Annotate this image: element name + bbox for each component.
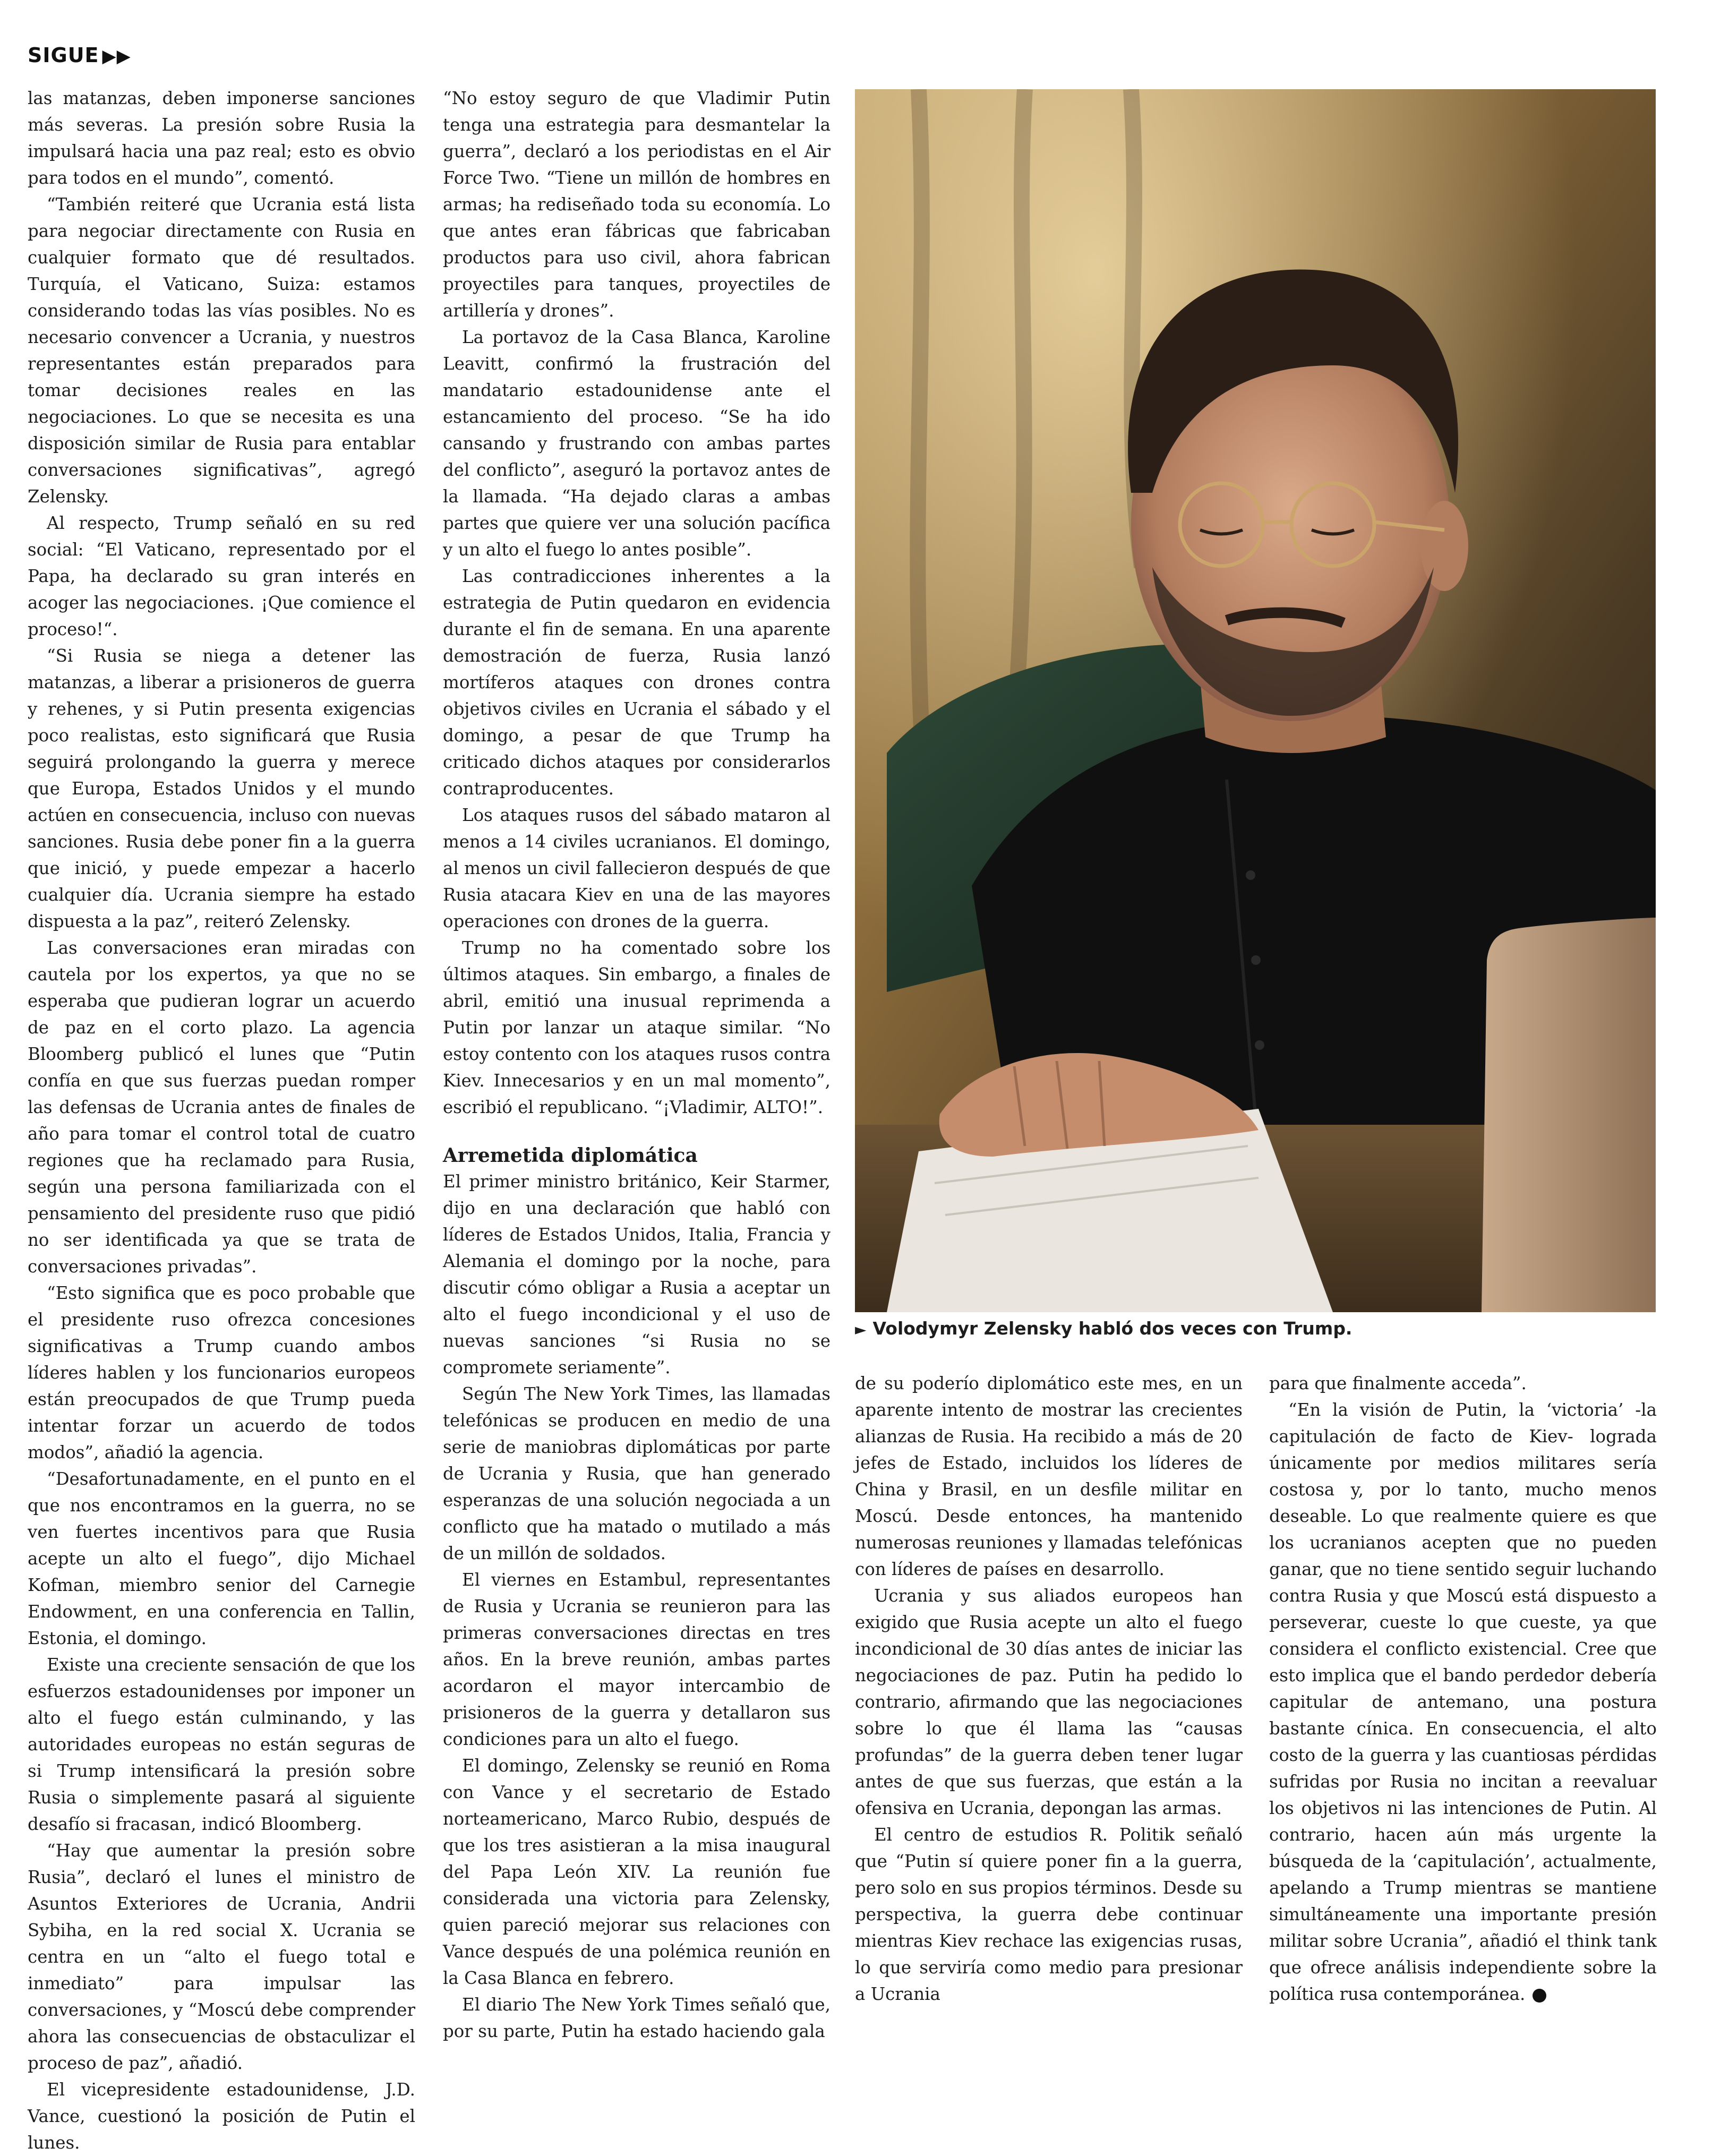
paragraph: Los ataques rusos del sábado mataron al menos a 14 civiles ucranianos. El domingo, al menos un civil fallecieron después de que Rusia atacara Kiev en una de las mayores operaciones con drones de la guerra.	[443, 805, 831, 931]
paragraph: Ucrania y sus aliados europeos han exigido que Rusia acepte un alto el fuego incondicional de 30 días antes de iniciar las negociaciones de paz. Putin ha pedido lo contrario, afirmando que las negociaciones sobre lo que él llama las “causas profundas” de la guerra deben tener lugar antes de que sus fuerzas, que están a la ofensiva en Ucrania, depongan las armas.	[855, 1586, 1243, 1818]
article-column-1	[28, 85, 415, 2156]
paragraph: Trump no ha comentado sobre los últimos ataques. Sin embargo, a finales de abril, emitió una inusual reprimenda a Putin por lanzar un ataque similar. “No estoy contento con los ataques rusos contra Kiev. Innecesarios y en un mal momento”, escribió el republicano. “¡Vladimir, ALTO!”.	[443, 938, 831, 1117]
zelensky-photo	[855, 89, 1656, 1312]
article-column-2	[443, 85, 831, 2044]
paragraph-text: “En la visión de Putin, la ‘victoria’ -la capitulación de facto de Kiev- lograda únicamente por medios militares sería costosa y, por lo tanto, mucho menos deseable. Lo que realmente quiere es que los ucranianos acepten que no pueden ganar, que no tiene sentido seguir luchando contra Rusia y que Moscú está dispuesto a perseverar, cueste lo que cueste, ya que considera el conflicto existencial. Cree que esto implica que el bando perdedor debería capitular de antemano, una postura bastante cínica. En consecuencia, el alto costo de la guerra y las cuantiosas pérdidas sufridas por Rusia no incitan a reevaluar los objetivos ni las intenciones de Putin. Al contrario, hacen aún más urgente la búsqueda de la ‘capitulación’, actualmente, apelando a Trump mientras se mantiene simultáneamente una importante presión militar sobre Ucrania”, añadió el think tank que ofrece análisis independiente sobre la política rusa contemporánea.	[1269, 1400, 1657, 2004]
photo-illustration	[855, 89, 1656, 1312]
paragraph: La portavoz de la Casa Blanca, Karoline Leavitt, confirmó la frustración del mandatario estadounidense ante el estancamiento del proceso. “Se ha ido cansando y frustrando con ambas partes del conflicto”, aseguró la portavoz antes de la llamada. “Ha dejado claras a ambas partes que quiere ver una solución pacífica y un alto el fuego lo antes posible”.	[443, 327, 831, 560]
paragraph: El primer ministro británico, Keir Starmer, dijo en una declaración que habló con líderes de Estados Unidos, Italia, Francia y Alemania el domingo por la noche, para discutir cómo obligar a Rusia a aceptar un alto el fuego incondicional y el uso de nuevas sanciones “si Rusia no se compromete seriamente”.	[443, 1171, 831, 1378]
paragraph: Al respecto, Trump señaló en su red social: “El Vaticano, representado por el Papa, ha declarado su gran interés en acoger las negociaciones. ¡Que comience el proceso!“.	[28, 513, 415, 639]
caption-text: Volodymyr Zelensky habló dos veces con Trump.	[872, 1318, 1353, 1339]
paragraph: “Si Rusia se niega a detener las matanzas, a liberar a prisioneros de guerra y rehenes, y si Putin presenta exigencias poco realistas, esto significará que Rusia seguirá prolongando la guerra y merece que Europa, Estados Unidos y el mundo actúen en consecuencia, incluso con nuevas sanciones. Rusia debe poner fin a la guerra que inició, y puede empezar a hacerlo cualquier día. Ucrania siempre ha estado dispuesta a la paz”, reiteró Zelensky.	[28, 646, 415, 931]
paragraph: “Hay que aumentar la presión sobre Rusia”, declaró el lunes el ministro de Asuntos Exteriores de Ucrania, Andrii Sybiha, en la red social X. Ucrania se centra en un “alto el fuego total e inmediato” para impulsar las conversaciones, y “Moscú debe comprender ahora las consecuencias de obstaculizar el proceso de paz”, añadió.	[28, 1841, 415, 2073]
article-column-4	[1269, 1370, 1657, 2007]
photo-caption	[855, 1318, 1352, 1339]
double-arrow-icon: ▶▶	[102, 46, 131, 67]
caption-marker-icon: ►	[855, 1321, 867, 1338]
continues-label	[28, 44, 131, 67]
paragraph: El centro de estudios R. Politik señaló que “Putin sí quiere poner fin a la guerra, pero solo en sus propios términos. Desde su perspectiva, la guerra debe continuar mientras Kiev rechace las exigencias rusas, lo que serviría como medio para presionar a Ucrania	[855, 1825, 1243, 2004]
paragraph: “Esto significa que es poco probable que el presidente ruso ofrezca concesiones significativas a Trump cuando ambos líderes hablen y los funcionarios europeos están preocupados de que Trump pueda intentar forzar un acuerdo de todos modos”, añadió la agencia.	[28, 1283, 415, 1462]
paragraph: para que finalmente acceda”.	[1269, 1373, 1527, 1393]
paragraph: Existe una creciente sensación de que los esfuerzos estadounidenses por imponer un alto el fuego están culminando, y las autoridades europeas no están seguras de si Trump intensificará la presión sobre Rusia o simplemente pasará al siguiente desafío si fracasan, indicó Bloomberg.	[28, 1655, 415, 1834]
paragraph: El domingo, Zelensky se reunió en Roma con Vance y el secretario de Estado norteamericano, Marco Rubio, después de que los tres asistieran a la misa inaugural del Papa León XIV. La reunión fue considerada una victoria para Zelensky, quien pareció mejorar sus relaciones con Vance después de una polémica reunión en la Casa Blanca en febrero.	[443, 1756, 831, 1988]
continues-text: SIGUE	[28, 44, 99, 67]
article-column-3	[855, 1370, 1243, 2007]
paragraph: las matanzas, deben imponerse sanciones más severas. La presión sobre Rusia la impulsará hacia una paz real; esto es obvio para todos en el mundo”, comentó.	[28, 88, 415, 188]
section-heading: Arremetida diplomática	[443, 1144, 698, 1167]
paragraph	[1269, 1397, 1657, 2007]
paragraph: Según The New York Times, las llamadas telefónicas se producen en medio de una serie de maniobras diplomáticas por parte de Ucrania y Rusia, que han generado esperanzas de una solución negociada a un conflicto que ha matado o mutilado a más de un millón de soldados.	[443, 1384, 831, 1563]
paragraph: El diario The New York Times señaló que, por su parte, Putin ha estado haciendo gala	[443, 1995, 831, 2041]
end-of-article-icon	[1533, 1989, 1546, 2003]
paragraph: “No estoy seguro de que Vladimir Putin tenga una estrategia para desmantelar la guerra”, declaró a los periodistas en el Air Force Two. “Tiene un millón de hombres en armas; ha rediseñado toda su economía. Lo que antes eran fábricas que fabricaban productos para uso civil, ahora fabrican proyectiles para tanques, proyectiles de artillería y drones”.	[443, 88, 831, 321]
paragraph: de su poderío diplomático este mes, en un aparente intento de mostrar las crecientes alianzas de Rusia. Ha recibido a más de 20 jefes de Estado, incluidos los líderes de China y Brasil, en un desfile militar en Moscú. Desde entonces, ha mantenido numerosas reuniones y llamadas telefónicas con líderes de países en desarrollo.	[855, 1373, 1243, 1579]
paragraph: Las conversaciones eran miradas con cautela por los expertos, ya que no se esperaba que pudieran lograr un acuerdo de paz en el corto plazo. La agencia Bloomberg publicó el lunes que “Putin confía en que sus fuerzas puedan romper las defensas de Ucrania antes de finales de año para tomar el control total de cuatro regiones que ha reclamado para Rusia, según una persona familiarizada con el pensamiento del presidente ruso que pidió no ser identificada ya que se trata de conversaciones privadas”.	[28, 938, 415, 1277]
paragraph: El vicepresidente estadounidense, J.D. Vance, cuestionó la posición de Putin el lunes.	[28, 2080, 415, 2153]
paragraph: “Desafortunadamente, en el punto en el que nos encontramos en la guerra, no se ven fuertes incentivos para que Rusia acepte un alto el fuego”, dijo Michael Kofman, miembro senior del Carnegie Endowment, en una conferencia en Tallin, Estonia, el domingo.	[28, 1469, 415, 1648]
paragraph: El viernes en Estambul, representantes de Rusia y Ucrania se reunieron para las primeras conversaciones directas en tres años. En la breve reunión, ambas partes acordaron el mayor intercambio de prisioneros de la guerra y detallaron sus condiciones para un alto el fuego.	[443, 1570, 831, 1749]
paragraph: “También reiteré que Ucrania está lista para negociar directamente con Rusia en cualquier formato que dé resultados. Turquía, el Vaticano, Suiza: estamos considerando todas las vías posibles. No es necesario convencer a Ucrania, y nuestros representantes están preparados para tomar decisiones reales en las negociaciones. Lo que se necesita es una disposición similar de Rusia para entablar conversaciones significativas”, agregó Zelensky.	[28, 194, 415, 507]
paragraph: Las contradicciones inherentes a la estrategia de Putin quedaron en evidencia durante el fin de semana. En una aparente demostración de fuerza, Rusia lanzó mortíferos ataques con drones contra objetivos civiles en Ucrania el sábado y el domingo, a pesar de que Trump ha criticado dichos ataques por considerarlos contraproducentes.	[443, 566, 831, 799]
